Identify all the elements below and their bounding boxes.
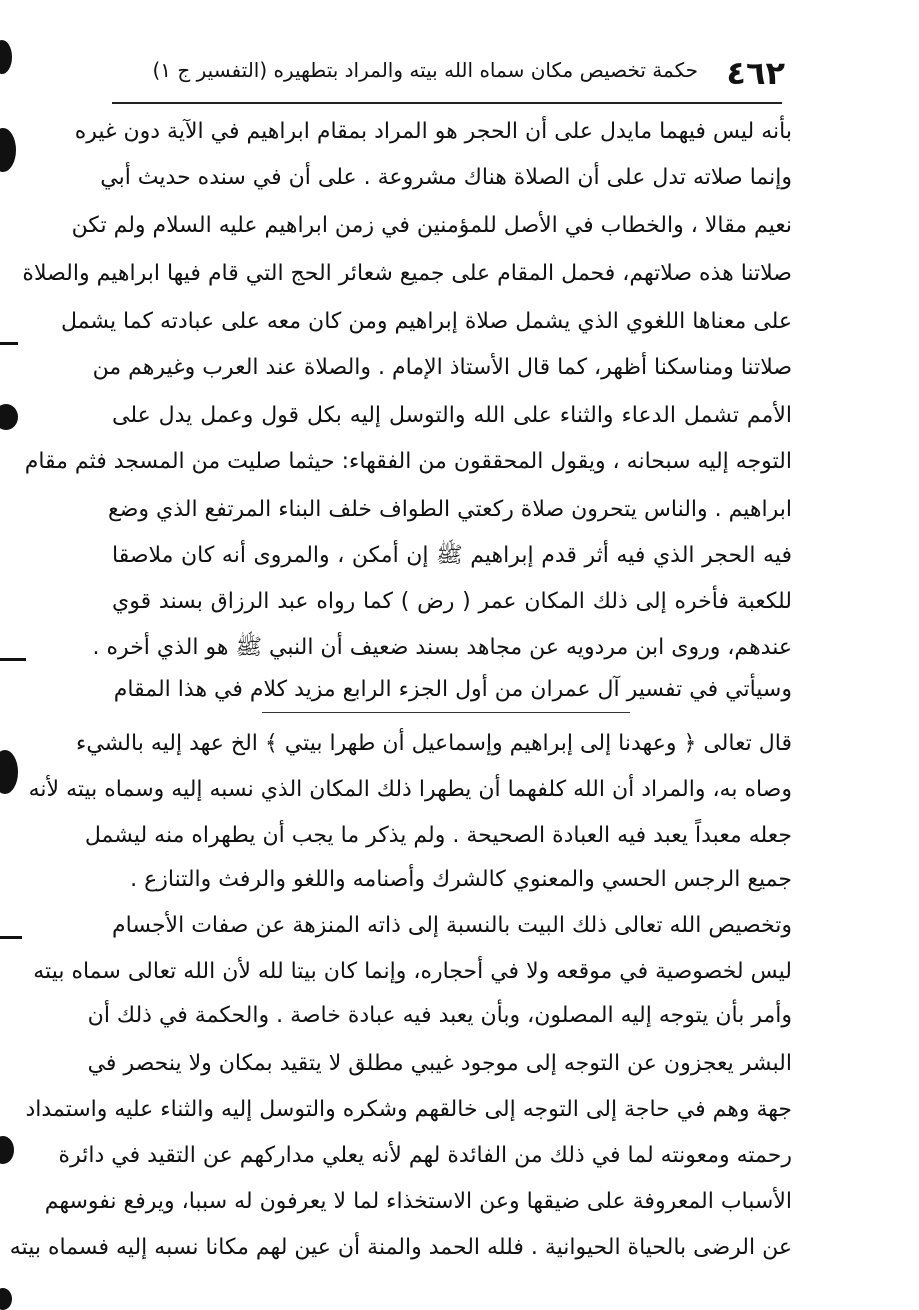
scan-blot [0,404,18,430]
scan-mark [0,658,26,661]
text-line: صلاتنا ومناسكنا أظهر، كما قال الأستاذ الإمام . والصلاة عند العرب وغيرهم من [92,355,792,380]
scan-blot [0,750,18,794]
text-line: البشر يعجزون عن التوجه إلى موجود غيبي مطلق لا يتقيد بمكان ولا ينحصر في [87,1051,792,1076]
text-line: جهة وهم في حاجة إلى التوجه إلى خالقهم وشكره والتوسل إليه والثناء عليه واستمداد [25,1097,792,1122]
text-line: وصاه به، والمراد أن الله كلفهما أن يطهرا ذلك المكان الذي نسبه إليه وسماه بيته لأنه [28,777,792,802]
scan-blot [0,40,12,74]
text-line: فيه الحجر الذي فيه أثر قدم إبراهيم ﷺ إن أمكن ، والمروى أنه كان ملاصقا [112,543,792,568]
text-line: وإنما صلاته تدل على أن الصلاة هناك مشروعة . على أن في سنده حديث أبي [100,165,792,190]
page-number: ٤٦٢ [726,54,785,92]
text-line: صلاتنا هذه صلاتهم، فحمل المقام على جميع شعائر الحج التي قام فيها ابراهيم والصلاة [22,261,792,286]
text-line: ليس لخصوصية في موقعه ولا في أحجاره، وإنما كان بيتا لله لأن الله تعالى سماه بيته [33,959,792,984]
scan-blot [0,128,16,172]
text-line: وتخصيص الله تعالى ذلك البيت بالنسبة إلى ذاته المنزهة عن صفات الأجسام [112,913,792,938]
section-divider [262,712,630,713]
scan-mark [0,936,22,939]
running-title: حكمة تخصيص مكان سماه الله بيته والمراد بتطهيره (التفسير ج ١) [152,58,698,82]
text-line: بأنه ليس فيهما مايدل على أن الحجر هو المراد بمقام ابراهيم في الآية دون غيره [74,119,792,144]
text-line: قال تعالى ﴿ وعهدنا إلى إبراهيم وإسماعيل أن طهرا بيتي ﴾ الخ عهد إليه بالشيء [76,731,792,756]
text-line: وسيأتي في تفسير آل عمران من أول الجزء الرابع مزيد كلام في هذا المقام [113,677,792,702]
header-rule [112,102,782,104]
text-line: نعيم مقالا ، والخطاب في الأصل للمؤمنين في زمن ابراهيم عليه السلام ولم تكن [71,213,792,238]
scan-blot [0,1136,14,1164]
text-line: للكعبة فأخره إلى ذلك المكان عمر ( رض ) كما رواه عبد الرزاق بسند قوي [112,589,792,614]
text-line: وأمر بأن يتوجه إليه المصلون، وبأن يعبد فيه عبادة خاصة . والحكمة في ذلك أن [87,1003,792,1028]
text-line: الأسباب المعروفة على ضيقها وعن الاستخذاء لما لا يعرفون له سببا، ويرفع نفوسهم [44,1189,792,1214]
text-line: عندهم، وروى ابن مردويه عن مجاهد بسند ضعيف أن النبي ﷺ هو الذي أخره . [92,635,792,660]
text-line: على معناها اللغوي الذي يشمل صلاة إبراهيم ومن كان معه على عبادته كما يشمل [60,309,792,334]
scan-mark [0,342,18,345]
text-line: الأمم تشمل الدعاء والثناء على الله والتوسل إليه بكل قول وعمل يدل على [112,403,792,428]
text-line: جميع الرجس الحسي والمعنوي كالشرك وأصنامه واللغو والرفث والتنازع . [130,867,792,892]
text-line: جعله معبداً يعبد فيه العبادة الصحيحة . ولم يذكر ما يجب أن يطهراه منه ليشمل [84,823,792,848]
text-line: عن الرضى بالحياة الحيوانية . فلله الحمد والمنة أن عين لهم مكانا نسبه إليه فسماه بيته [9,1235,792,1260]
scan-blot [0,1288,12,1310]
text-line: ابراهيم . والناس يتحرون صلاة ركعتي الطواف خلف البناء المرتفع الذي وضع [108,497,792,522]
text-line: رحمته ومعونته لما في ذلك من الفائدة لهم لأنه يعلي مداركهم عن التقيد في دائرة [58,1143,792,1168]
text-line: التوجه إليه سبحانه ، ويقول المحققون من الفقهاء: حيثما صليت من المسجد فثم مقام [24,449,792,474]
